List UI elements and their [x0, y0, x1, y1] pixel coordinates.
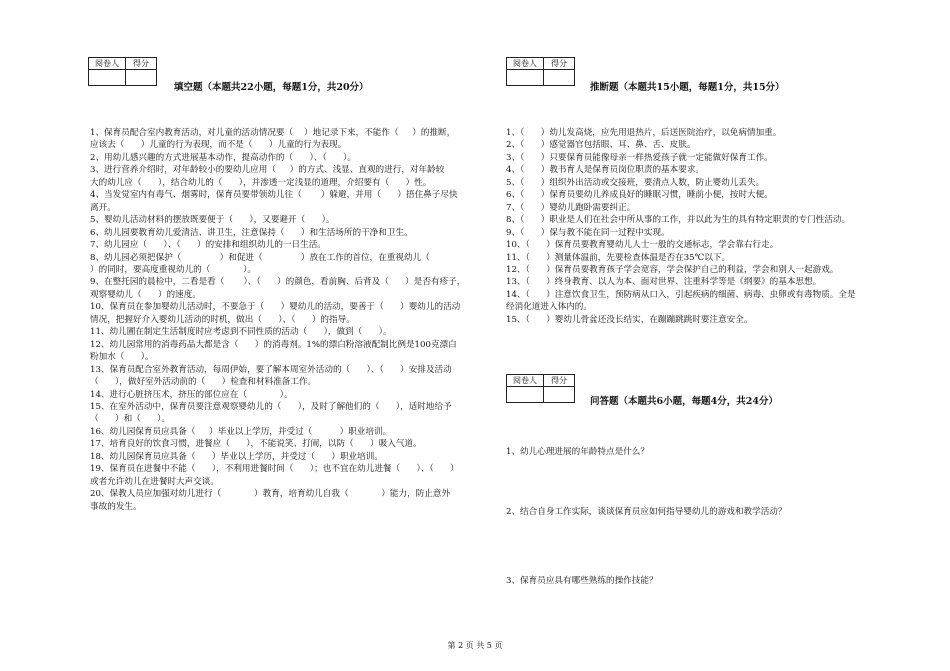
score-cell [126, 70, 157, 86]
fill-question-line: 3、进行营养介绍时，对年龄较小的要幼儿应用（ ）的方式、浅显、直观的进行，对年龄较 [90, 165, 445, 176]
fill-question-line: 20、保教人员应加强对幼儿进行（ ）教育，培育幼儿自我（ ）能力，防止意外 [90, 489, 451, 500]
grader-label: 阅卷人 [507, 58, 544, 70]
fill-question-line: 5、婴幼儿活动材料的摆放既要便于（ ），又要避开（ ）。 [90, 215, 335, 226]
judge-question-line: 9、（ ）保与教不能在同一过程中实现。 [506, 227, 670, 238]
fill-question-line: 7、幼儿园应（ ）、（ ）的安排和组织幼儿的一日生活。 [90, 240, 326, 251]
fill-question-line: 9、在整托园的晨检中，二看是看（ ）、（ ）的颜色，看前胸、后背及（ ）是否有疹子， [90, 277, 466, 288]
fill-question-line: 1、保育员配合室内教育活动，对儿童的活动情况要（ ）地记录下来，不能作（ ）的推断， [90, 128, 456, 138]
qa-question: 2、结合自身工作实际，谈谈保育员应如何指导婴幼儿的游戏和教学活动？ [506, 507, 787, 517]
grader-label: 阅卷人 [507, 375, 544, 387]
judge-question-line: 13、（ ）终身教育、以人为本、面对世界、注重科学等是《纲要》的基本思想。 [506, 277, 822, 288]
fill-question-line: 离开。 [90, 202, 116, 213]
fill-question-line: （ ）和（ ）。 [90, 414, 171, 425]
grader-cell [89, 70, 126, 86]
score-box-fill [88, 57, 157, 86]
judge-question-line: 1、（ ）幼儿发高烧，应先用退热片，后送医院治疗，以免病情加重。 [506, 128, 782, 138]
fill-question-line: 6、幼儿园要教育幼儿爱清洁、讲卫生，注意保持（ ）和生活场所的干净和卫生。 [90, 227, 413, 238]
page-footer: 第 2 页 共 5 页 [447, 641, 503, 650]
qa-question: 1、幼儿心理进展的年龄特点是什么？ [506, 447, 649, 457]
score-box-judge [506, 57, 575, 86]
fill-question-line: 12、幼儿园常用的消毒药品大都是含（ ）的消毒剂。1%的漂白粉溶液配制比例是100克漂白 [90, 339, 457, 350]
fill-question-line: 应该去（ ）儿童的行为表现，而不是（ ）儿童的行为表现。 [90, 140, 347, 151]
score-label: 得分 [544, 375, 575, 387]
fill-question-line: ）的同时，要高度重视幼儿的（ ）。 [90, 264, 256, 275]
score-cell [544, 387, 575, 403]
judge-question-line: 7、（ ）婴幼儿跑卧需要纠正。 [506, 202, 636, 213]
qa-question: 3、保育员应具有哪些熟练的操作技能？ [506, 576, 658, 586]
fill-question-line: 或者允许幼儿在进餐时大声交谈。 [90, 476, 219, 487]
fill-question-line: 2、用幼儿感兴趣的方式进展基本动作，提高动作的（ ）、（ ）。 [90, 152, 356, 163]
score-box-qa [506, 374, 575, 403]
fill-question-line: 大的幼儿应（ ），结合幼儿的（ ），并渗透一定浅显的道理，介绍要有（ ）性。 [90, 177, 432, 188]
judge-question-line: 12、（ ）保育员要教育孩子学会宽容，学会保护自己的利益，学会和别人一起游戏。 [506, 264, 839, 275]
fill-question-line: 11、幼儿圃在制定生活制度时应考虑到不同性质的活动（ ），做到（ ）。 [90, 327, 392, 338]
fill-question-line: 观察婴幼儿（ ）的速度。 [90, 289, 201, 300]
fill-question-line: （ ），做好室外活动前的（ ）检查和材料准备工作。 [90, 377, 317, 388]
fill-question-line: 10、保育员在参加婴幼儿活动时，不要急于（ ）婴幼儿的活动，要善于（ ）婴幼儿的活动 [90, 302, 461, 313]
fill-question-line: 15、在室外活动中，保育员要注意观察婴幼儿的（ ），及时了解他们的（ ），适时地给予 [90, 401, 452, 412]
score-cell [544, 70, 575, 86]
fill-question-line: 事故的发生。 [90, 501, 142, 512]
judge-question-line: 6、（ ）保育员要幼儿养成良好的睡眠习惯，睡前小便，按时大便。 [506, 190, 773, 201]
fill-question-line: 13、保育员配合室外教育活动，每周伊始，要了解本周室外活动的（ ）、（ ）安排及活动 [90, 364, 452, 375]
judge-question-line: 11、（ ）测量体温前，先要检查体温是否在35℃以下。 [506, 252, 731, 263]
judge-question-line: 经消化道进入体内的。 [506, 302, 592, 313]
judge-question-line: 10、（ ）保育员要教育婴幼儿人士一般的交通标志，学会靠右行走。 [506, 240, 779, 251]
fill-question-line: 情况，把握好介入婴幼儿活动的时机，做出（ ）、（ ）的指导。 [90, 314, 355, 325]
fill-question-line: 16、幼儿园保育员应具备（ ）毕业以上学历，并受过（ ）职业培训。 [90, 426, 392, 437]
judge-question-line: 8、（ ）职业是人们在社会中所从事的工作，并以此为生的具有特定职责的专门性活动。 [506, 215, 851, 226]
score-label: 得分 [544, 58, 575, 70]
fill-question-line: 19、保育员在进餐中不能（ ），不利用进餐时间（ ）；也不宜在幼儿进餐（ ）、（ ） [90, 464, 459, 475]
grader-cell [507, 70, 544, 86]
judge-section-title: 推断题（本题共15小题，每题1分，共15分） [590, 82, 785, 93]
fill-section-title: 填空题（本题共22小题，每题1分，共20分） [174, 82, 369, 93]
judge-question-line: 2、（ ）感觉器官包括眼、耳、鼻、舌、皮肤。 [506, 140, 696, 151]
grader-cell [507, 387, 544, 403]
grader-label: 阅卷人 [89, 58, 126, 70]
fill-question-line: 4、当发觉室内有毒气、烟雾时，保育员要带领幼儿往（ ）躲避，并用（ ）捂住鼻子尽快 [90, 190, 458, 201]
judge-question-line: 15、（ ）婴幼儿骨盆还没长结实，在蹦蹦跳跳时要注意安全。 [506, 314, 753, 325]
fill-question-line: 17、培育良好的饮食习惯，进餐应（ ），不能说笑、打闹，以防（ ）吸入气道。 [90, 439, 422, 450]
judge-question-line: 5、（ ）组织外出活动或交接班，要清点人数，防止婴幼儿丢失。 [506, 177, 765, 188]
fill-question-line: 18、幼儿园保育员应具备（ ）毕业以上学历，并受过（ ）职业培训。 [90, 451, 383, 462]
fill-question-line: 粉加水（ ）。 [90, 352, 154, 363]
judge-question-line: 14、（ ）注意饮食卫生，预防病从口入，引起疾病的细菌、病毒、虫卵或有毒物质。全是 [506, 289, 856, 300]
fill-question-line: 8、幼儿园必须把保护（ ）和促进（ ）放在工作的首位，在重视幼儿（ [90, 252, 430, 263]
qa-section-title: 问答题（本题共6小题，每题4分，共24分） [590, 396, 778, 407]
fill-question-line: 14、进行心脏挤压术，挤压的部位应在（ ）。 [90, 389, 293, 400]
fill-questions [90, 127, 490, 513]
score-label: 得分 [126, 58, 157, 70]
judge-question-line: 3、（ ）只要保育员能像母亲一样热爱孩子就一定能做好保育工作。 [506, 152, 773, 163]
judge-questions [506, 127, 906, 326]
judge-question-line: 4、（ ）教书育人是保育员岗位职责的基本要求。 [506, 165, 705, 176]
